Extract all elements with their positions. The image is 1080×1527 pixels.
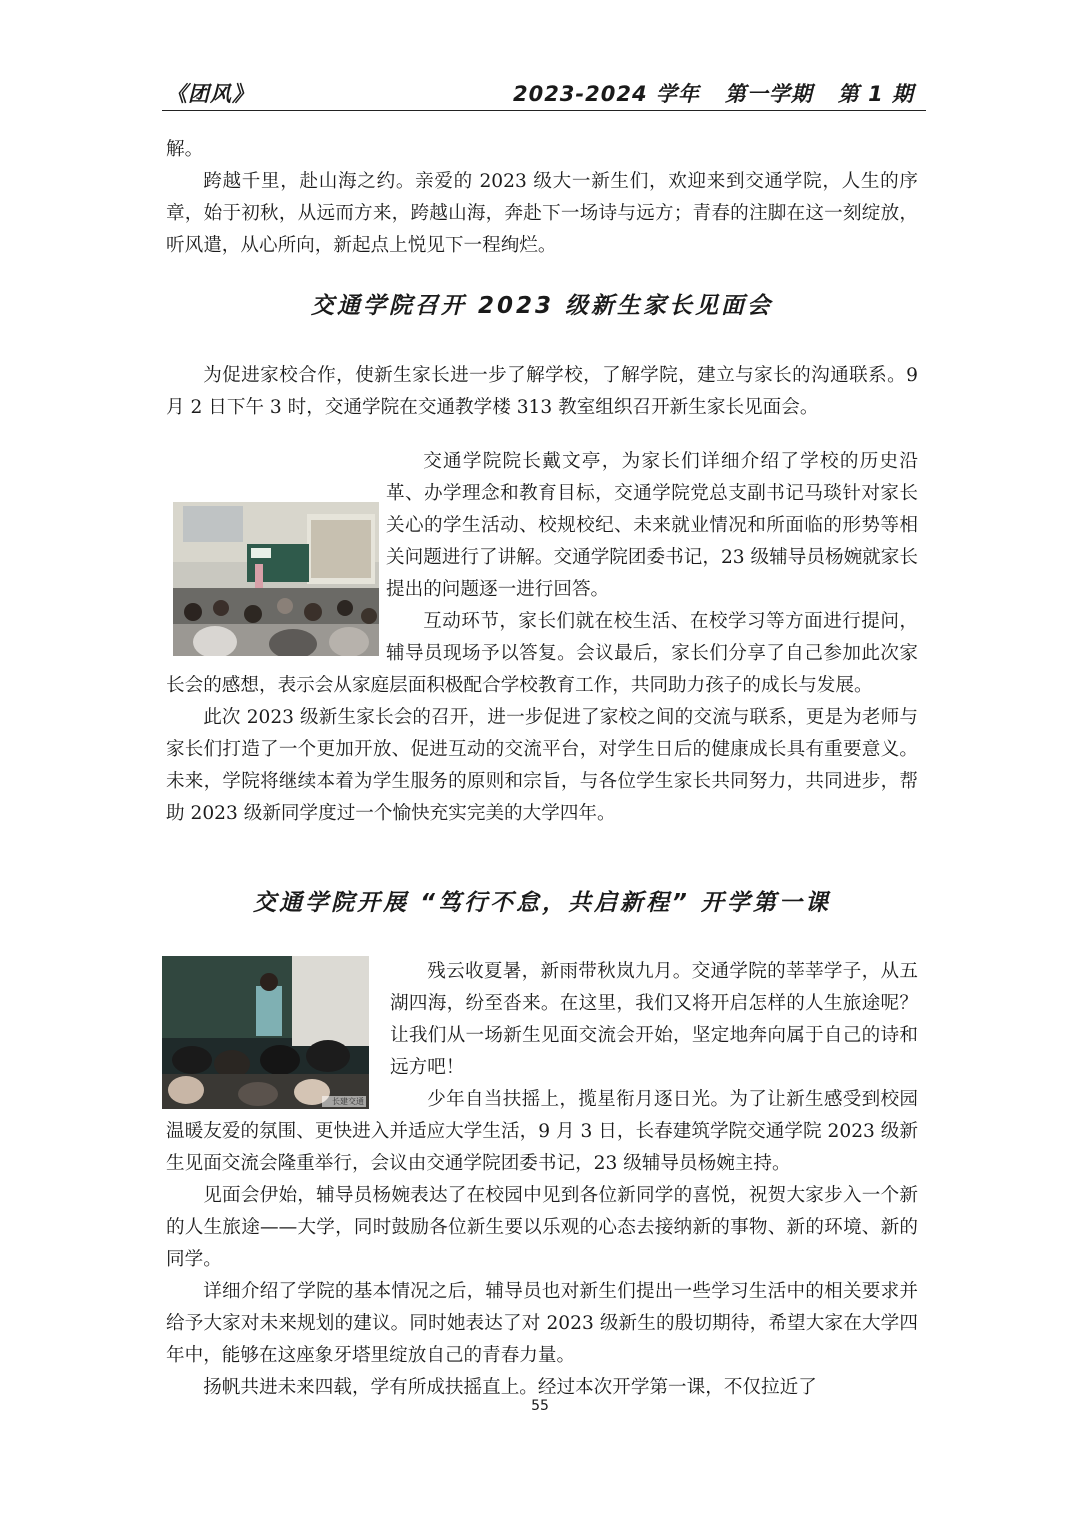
- article2-title: 交通学院开展 “笃行不怠，共启新程” 开学第一课: [253, 890, 831, 916]
- photo-watermark: 长建交通: [332, 1097, 364, 1106]
- article1-photo: [173, 502, 379, 656]
- issue-info: 2023-2024 学年 第一学期 第 1 期: [512, 82, 914, 106]
- article2-paragraph-1: 残云收夏暑，新雨带秋岚九月。交通学院的莘莘学子，从五湖四海，纷至沓来。在这里，我们又将开启怎样的人生旅途呢？让我们从一场新生见面交流会开始，坚定地奔向属于自己的诗和远方吧！: [390, 961, 918, 1078]
- page-number: 55: [531, 1398, 549, 1414]
- article2-photo: [162, 956, 369, 1109]
- article2-paragraph-3: 见面会伊始，辅导员杨婉表达了在校园中见到各位新同学的喜悦，祝贺大家步入一个新的人生旅途——大学，同时鼓励各位新生要以乐观的心态去接纳新的事物、新的环境、新的同学。: [166, 1185, 918, 1270]
- intro-section: [166, 134, 918, 262]
- article2-paragraph-2: 少年自当扶摇上，揽星衔月逐日光。为了让新生感受到校园温暖友爱的氛围、更快进入并适应大学生活，9 月 3 日，长春建筑学院交通学院 2023 级新生见面交流会隆重举行，会议由交通学院团委书记，23 级辅导员杨婉主持。: [166, 1089, 918, 1174]
- article1-title: 交通学院召开 2023 级新生家长见面会: [310, 293, 774, 319]
- article1-paragraph-1: 为促进家校合作，使新生家长进一步了解学校，了解学院，建立与家长的沟通联系。9 月 2 日下午 3 时，交通学院在交通教学楼 313 教室组织召开新生家长见面会。: [166, 365, 918, 418]
- article1-paragraph-2: 交通学院院长戴文亭，为家长们详细介绍了学校的历史沿革、办学理念和教育目标，交通学院党总支副书记马琰针对家长关心的学生活动、校规校纪、未来就业情况和所面临的形势等相关问题进行了讲解。交通学院团委书记，23 级辅导员杨婉就家长提出的问题逐一进行回答。: [386, 451, 918, 600]
- article2-paragraph-5: 扬帆共进未来四载，学有所成扶摇直上。经过本次开学第一课，不仅拉近了: [203, 1377, 817, 1398]
- article1-paragraph-3: 互动环节，家长们就在校生活、在校学习等方面进行提问，辅导员现场予以答复。会议最后，家长们分享了自己参加此次家长会的感想，表示会从家庭层面积极配合学校教育工作，共同助力孩子的成长与发展。: [166, 611, 918, 696]
- publication-name: 《团风》: [166, 82, 254, 106]
- header-divider: [162, 110, 926, 111]
- article2-paragraph-4: 详细介绍了学院的基本情况之后，辅导员也对新生们提出一些学习生活中的相关要求并给予大家对未来规划的建议。同时她表达了对 2023 级新生的殷切期待，希望大家在大学四年中，能够在这座象牙塔里绽放自己的青春力量。: [166, 1281, 918, 1366]
- intro-paragraph: 跨越千里，赴山海之约。亲爱的 2023 级大一新生们，欢迎来到交通学院，人生的序章，始于初秋，从远而方来，跨越山海，奔赴下一场诗与远方；青春的注脚在这一刻绽放，听风遣，从心所向，新起点上悦见下一程绚烂。: [166, 171, 918, 256]
- intro-fragment: 解。: [166, 139, 204, 160]
- article1-paragraph-4: 此次 2023 级新生家长会的召开，进一步促进了家校之间的交流与联系，更是为老师与家长们打造了一个更加开放、促进互动的交流平台，对学生日后的健康成长具有重要意义。未来，学院将继续本着为学生服务的原则和宗旨，与各位学生家长共同努力，共同进步，帮助 2023 级新同学度过一个愉快充实完美的大学四年。: [166, 707, 918, 824]
- article1-body-top: [166, 360, 918, 424]
